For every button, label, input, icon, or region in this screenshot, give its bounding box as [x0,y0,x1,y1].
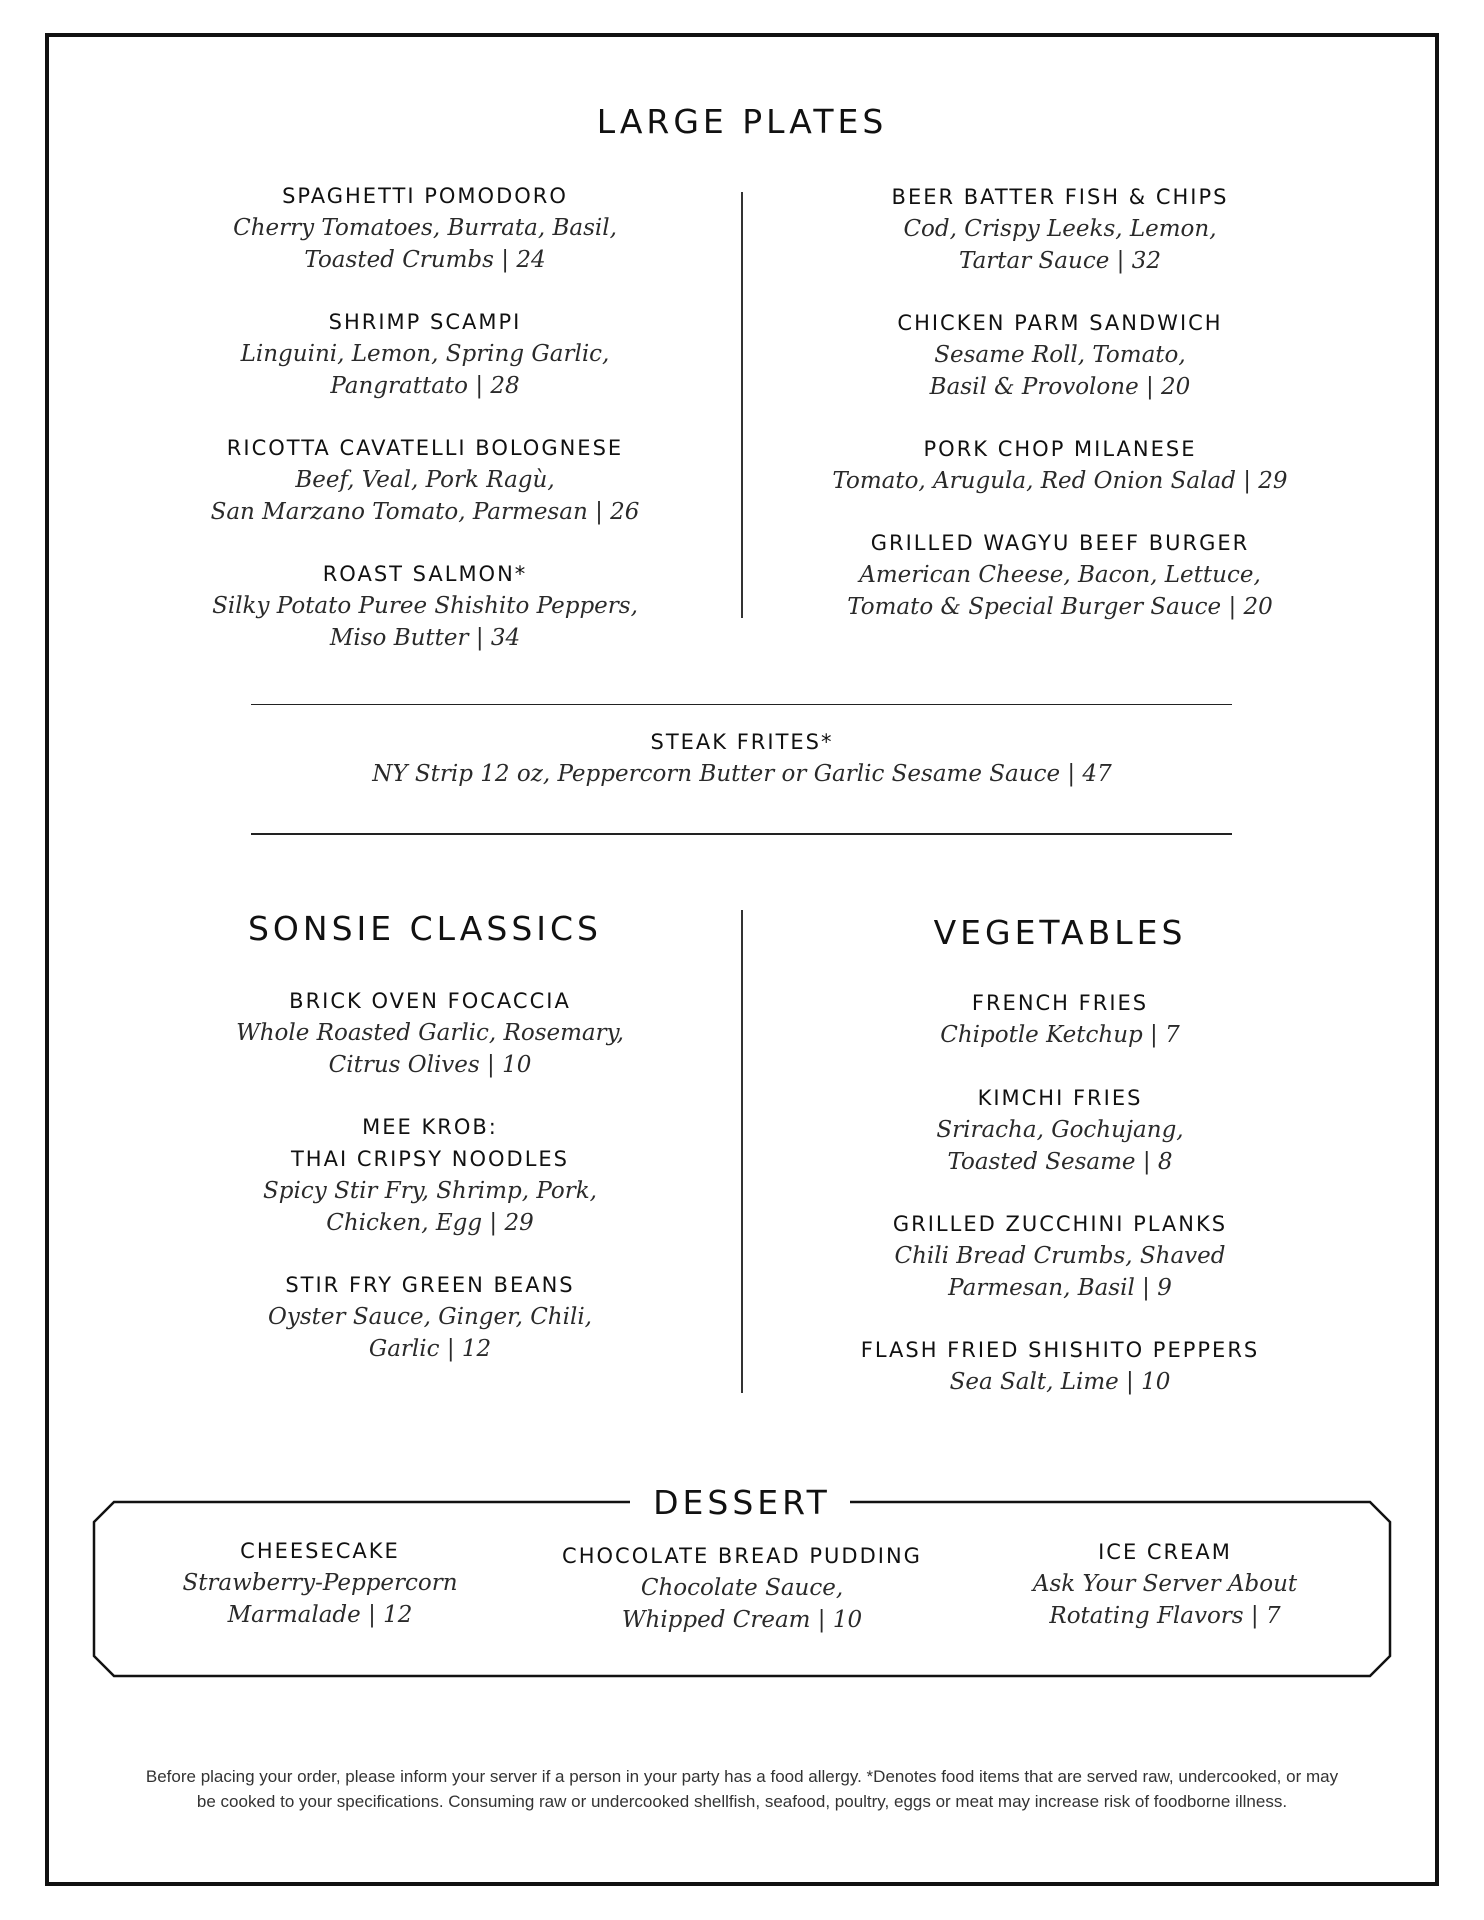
item-desc: Chocolate Sauce, [640,1575,844,1601]
item-name: GRILLED ZUCCHINI PLANKS [892,1212,1228,1236]
item-desc: Beef, Veal, Pork Ragù, [295,467,555,493]
menu-item-shishito-peppers [830,1334,1290,1398]
item-name: ROAST SALMON* [322,562,528,586]
menu-item-spaghetti-pomodoro [210,180,640,276]
item-desc: Whole Roasted Garlic, Rosemary, [236,1020,624,1046]
item-desc: Spicy Stir Fry, Shrimp, Pork, [263,1178,597,1204]
menu-item-mee-krob [210,1111,650,1239]
menu-item-zucchini-planks [830,1208,1290,1304]
item-name: BEER BATTER FISH & CHIPS [891,185,1229,209]
menu-item-shrimp-scampi [210,306,640,402]
item-desc: Miso Butter | 34 [329,625,521,651]
column-divider [741,192,743,618]
item-desc: Sriracha, Gochujang, [936,1117,1184,1143]
item-name: FRENCH FRIES [971,991,1149,1015]
item-desc: Tomato & Special Burger Sauce | 20 [847,594,1273,620]
item-desc: Cherry Tomatoes, Burrata, Basil, [233,215,617,241]
item-name: KIMCHI FRIES [977,1086,1143,1110]
item-desc: Marmalade | 12 [227,1602,413,1628]
item-desc: Strawberry-Peppercorn [182,1570,458,1596]
item-desc: Parmesan, Basil | 9 [948,1275,1172,1301]
item-desc: Chipotle Ketchup | 7 [940,1022,1180,1048]
item-name: PORK CHOP MILANESE [923,437,1197,461]
divider-line [251,704,1232,705]
item-desc: Cod, Crispy Leeks, Lemon, [903,216,1217,242]
item-name: SHRIMP SCAMPI [328,310,522,334]
item-name: SPAGHETTI POMODORO [282,184,568,208]
item-name: ICE CREAM [1098,1540,1232,1564]
item-name: MEE KROB: [362,1115,498,1139]
item-desc: Basil & Provolone | 20 [929,374,1191,400]
menu-item-kimchi-fries [830,1082,1290,1178]
column-divider [741,910,743,1393]
item-desc: Garlic | 12 [368,1336,492,1362]
item-desc: Toasted Crumbs | 24 [304,247,546,273]
vegetables-title: VEGETABLES [933,913,1187,952]
item-name: GRILLED WAGYU BEEF BURGER [870,531,1250,555]
item-desc: Rotating Flavors | 7 [1049,1603,1281,1629]
item-name: BRICK OVEN FOCACCIA [289,989,571,1013]
sonsie-classics-title: SONSIE CLASSICS [247,909,602,948]
menu-item-roast-salmon [210,558,640,654]
menu-item-ice-cream [1015,1536,1315,1632]
item-desc: Pangrattato | 28 [330,373,520,399]
allergy-disclaimer [100,1764,1384,1814]
item-name: FLASH FRIED SHISHITO PEPPERS [860,1338,1260,1362]
item-desc: Tartar Sauce | 32 [959,248,1161,274]
disclaimer-line: be cooked to your specifications. Consuming raw or undercooked shellfish, seafood, poultry, eggs or meat may increase risk of foodborne illness. [196,1792,1288,1811]
menu-item-cheesecake [170,1535,470,1631]
item-name: STIR FRY GREEN BEANS [285,1273,575,1297]
item-desc: Oyster Sauce, Ginger, Chili, [268,1304,592,1330]
menu-item-green-beans [210,1269,650,1365]
item-desc: Whipped Cream | 10 [621,1607,863,1633]
menu-item-pork-chop [830,433,1290,497]
divider-line [251,833,1232,835]
menu-item-bread-pudding [542,1540,942,1636]
menu-item-wagyu-burger [830,527,1290,623]
item-desc: NY Strip 12 oz, Peppercorn Butter or Garlic Sesame Sauce | 47 [372,761,1112,787]
menu-item-steak-frites [300,726,1184,790]
item-name: RICOTTA CAVATELLI BOLOGNESE [226,436,624,460]
item-desc: Chicken, Egg | 29 [326,1210,534,1236]
item-desc: American Cheese, Bacon, Lettuce, [859,562,1261,588]
item-name: CHICKEN PARM SANDWICH [897,311,1223,335]
menu-item-ricotta-cavatelli [210,432,640,528]
item-desc: San Marzano Tomato, Parmesan | 26 [210,499,640,525]
item-desc: Silky Potato Puree Shishito Peppers, [212,593,638,619]
menu-item-chicken-parm [830,307,1290,403]
menu-item-french-fries [830,987,1290,1051]
item-desc: Toasted Sesame | 8 [947,1149,1173,1175]
disclaimer-line: Before placing your order, please inform your server if a person in your party has a food allergy. *Denotes food items that are served raw, undercooked, or may [145,1767,1339,1786]
item-name: CHOCOLATE BREAD PUDDING [562,1544,922,1568]
item-name: THAI CRIPSY NOODLES [290,1147,570,1171]
menu-item-focaccia [210,985,650,1081]
item-desc: Chili Bread Crumbs, Shaved [894,1243,1226,1269]
large-plates-title: LARGE PLATES [596,102,888,141]
item-desc: Sea Salt, Lime | 10 [949,1369,1171,1395]
menu-item-fish-chips [830,181,1290,277]
item-desc: Linguini, Lemon, Spring Garlic, [240,341,610,367]
dessert-title: DESSERT [642,1483,842,1522]
item-desc: Ask Your Server About [1032,1571,1298,1597]
item-name: STEAK FRITES* [650,730,834,754]
item-desc: Sesame Roll, Tomato, [934,342,1186,368]
item-name: CHEESECAKE [240,1539,400,1563]
item-desc: Tomato, Arugula, Red Onion Salad | 29 [832,468,1288,494]
item-desc: Citrus Olives | 10 [328,1052,532,1078]
